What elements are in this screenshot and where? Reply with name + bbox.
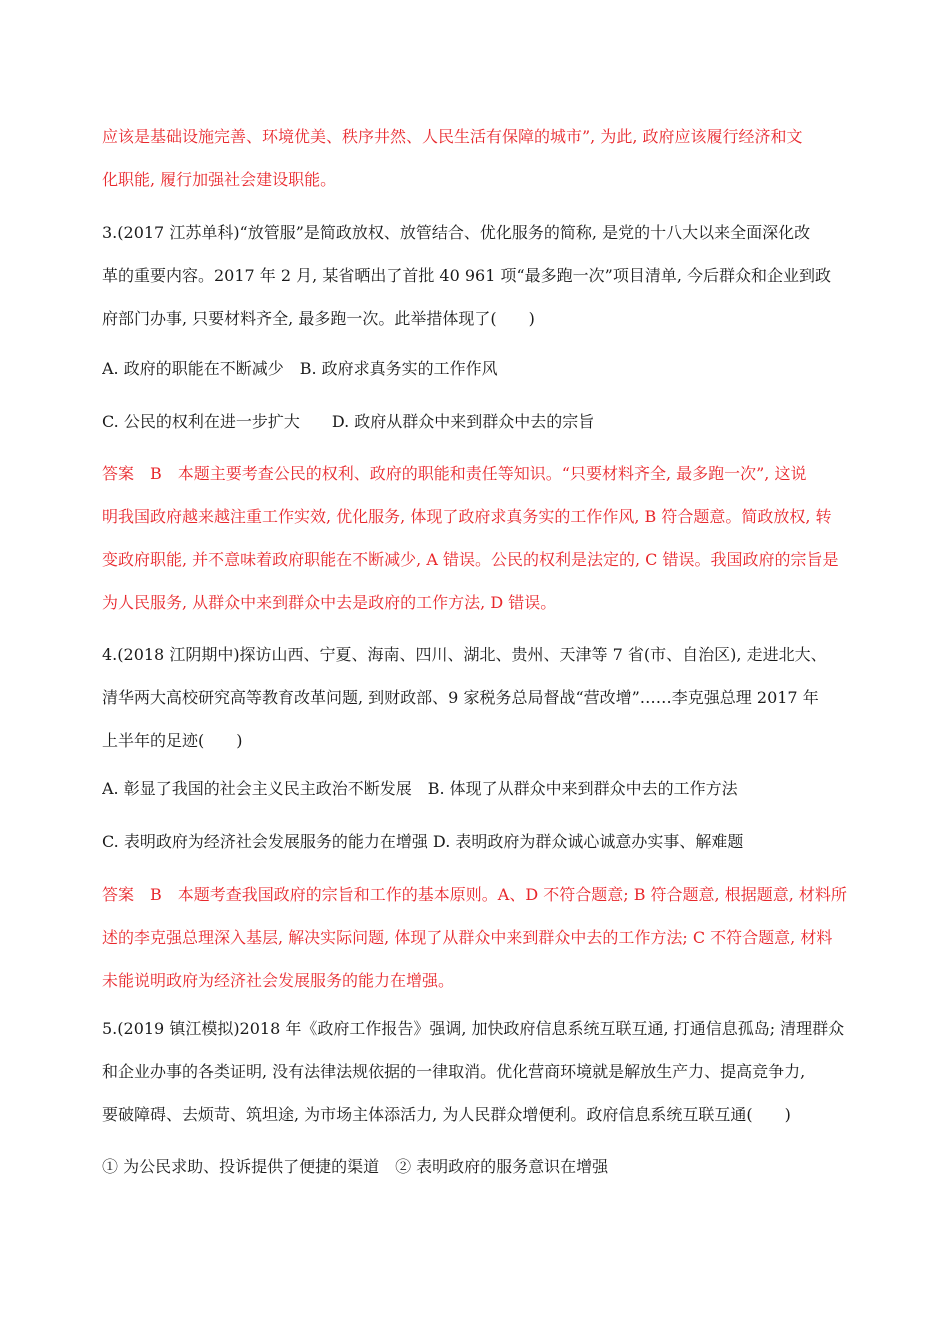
text-line: 为人民服务, 从群众中来到群众中去是政府的工作方法, D 错误。: [102, 593, 557, 612]
question-5-statements: [102, 1145, 852, 1188]
text-line: 述的李克强总理深入基层, 解决实际问题, 体现了从群众中来到群众中去的工作方法; C 不符合题意, 材料: [102, 928, 833, 947]
option-line: C. 表明政府为经济社会发展服务的能力在增强 D. 表明政府为群众诚心诚意办实事、解难题: [102, 832, 744, 851]
option-line: C. 公民的权利在进一步扩大 D. 政府从群众中来到群众中去的宗旨: [102, 412, 595, 431]
option-line: A. 政府的职能在不断减少 B. 政府求真务实的工作作风: [102, 359, 498, 378]
answer-previous-question: [102, 115, 852, 201]
text-line: 府部门办事, 只要材料齐全, 最多跑一次。此举措体现了( ): [102, 309, 535, 328]
question-5: [102, 1007, 852, 1136]
question-3-options-cd: [102, 400, 852, 443]
text-line: 明我国政府越来越注重工作实效, 优化服务, 体现了政府求真务实的工作作风, B 符合题意。简政放权, 转: [102, 507, 832, 526]
text-line: 应该是基础设施完善、环境优美、秩序井然、人民生活有保障的城市”, 为此, 政府应该履行经济和文: [102, 127, 803, 146]
option-line: A. 彰显了我国的社会主义民主政治不断发展 B. 体现了从群众中来到群众中去的工作方法: [102, 779, 738, 798]
answer-4: [102, 873, 852, 1002]
text-line: 和企业办事的各类证明, 没有法律法规依据的一律取消。优化营商环境就是解放生产力、提高竞争力,: [102, 1062, 806, 1081]
text-line: 要破障碍、去烦苛、筑坦途, 为市场主体添活力, 为人民群众增便利。政府信息系统互联互通( ): [102, 1105, 791, 1124]
text-line: 5.(2019 镇江模拟)2018 年《政府工作报告》强调, 加快政府信息系统互联互通, 打通信息孤岛; 清理群众: [102, 1019, 845, 1038]
text-line: 革的重要内容。2017 年 2 月, 某省晒出了首批 40 961 项“最多跑一次”项目清单, 今后群众和企业到政: [102, 266, 832, 285]
question-4-options-cd: [102, 820, 852, 863]
text-line: 化职能, 履行加强社会建设职能。: [102, 170, 337, 189]
text-line: 清华两大高校研究高等教育改革问题, 到财政部、9 家税务总局督战“营改增”……李克强总理 2017 年: [102, 688, 819, 707]
text-line: 变政府职能, 并不意味着政府职能在不断减少, A 错误。公民的权利是法定的, C 错误。我国政府的宗旨是: [102, 550, 839, 569]
text-line: 上半年的足迹( ): [102, 731, 243, 750]
text-line: 答案 B 本题考查我国政府的宗旨和工作的基本原则。A、D 不符合题意; B 符合题意, 根据题意, 材料所: [102, 885, 847, 904]
question-3: [102, 211, 852, 340]
question-4: [102, 633, 852, 762]
question-4-options-ab: [102, 767, 852, 810]
statement-line: ① 为公民求助、投诉提供了便捷的渠道 ② 表明政府的服务意识在增强: [102, 1157, 609, 1176]
answer-3: [102, 452, 852, 624]
text-line: 答案 B 本题主要考查公民的权利、政府的职能和责任等知识。“只要材料齐全, 最多跑一次”, 这说: [102, 464, 807, 483]
text-line: 3.(2017 江苏单科)“放管服”是简政放权、放管结合、优化服务的简称, 是党的十八大以来全面深化改: [102, 223, 811, 242]
question-3-options-ab: [102, 347, 852, 390]
text-line: 未能说明政府为经济社会发展服务的能力在增强。: [102, 971, 455, 990]
text-line: 4.(2018 江阴期中)探访山西、宁夏、海南、四川、湖北、贵州、天津等 7 省(市、自治区), 走进北大、: [102, 645, 827, 664]
